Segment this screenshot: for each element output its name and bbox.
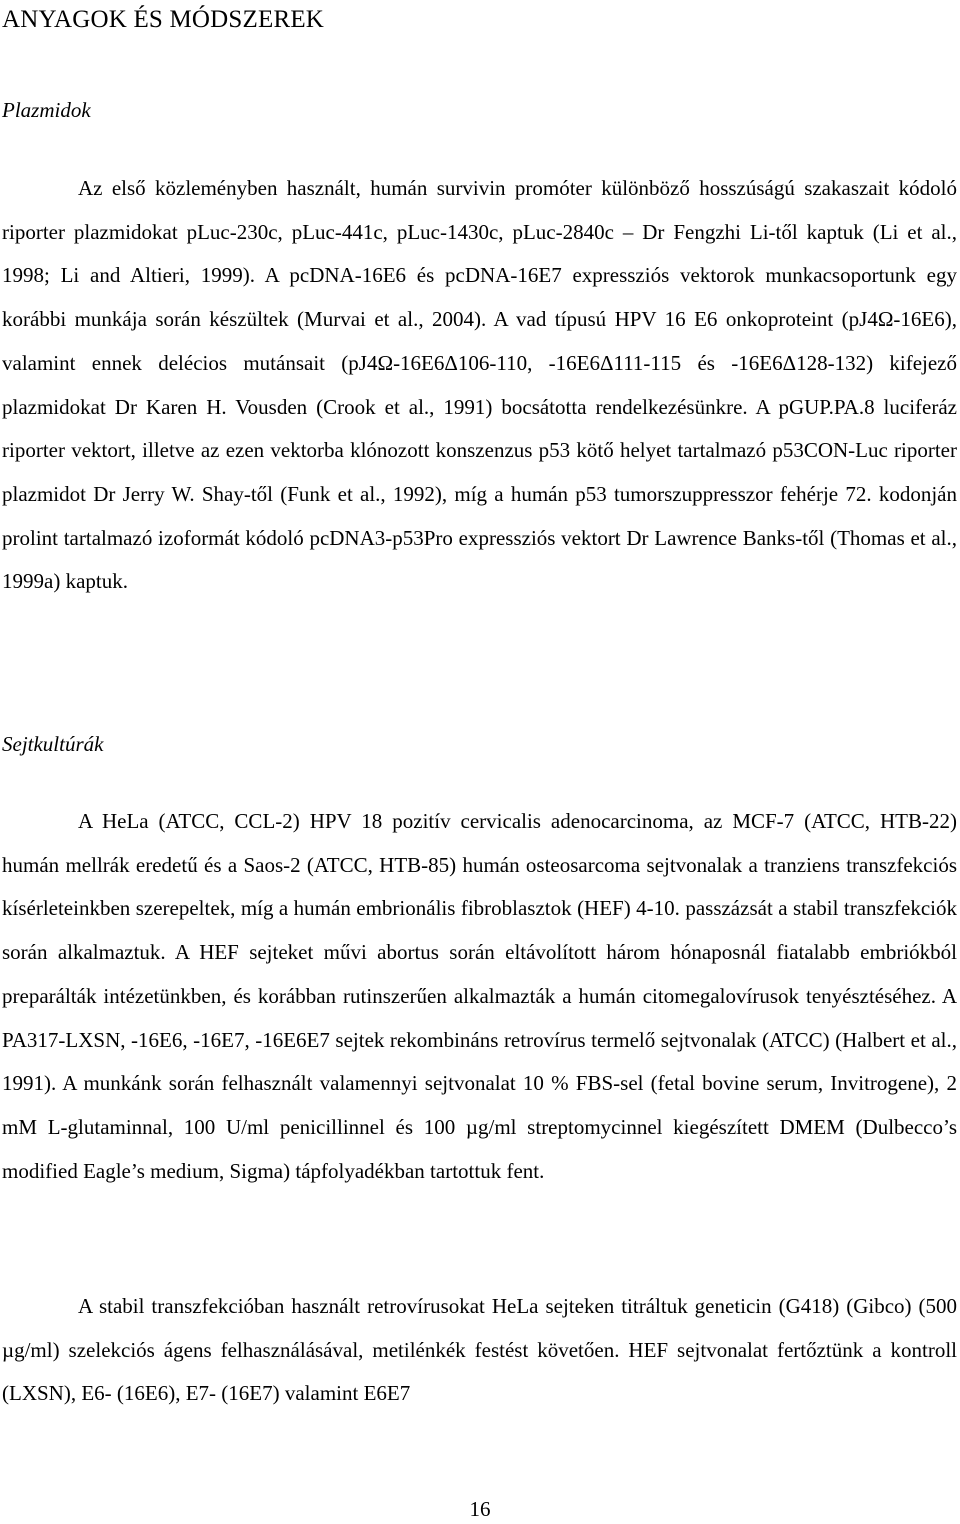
paragraph-sejtkulturak-2: A stabil transzfekcióban használt retrovírusokat HeLa sejteken titráltuk geneticin (G418) (Gibco) (500 µg/ml) szelekciós ágens felhasználásával, metilénkék festést követően. HEF sejtvonalat fertőztünk a kontroll (LXSN), E6- (16E6), E7- (16E7) valamint E6E7 xyxy=(2,1294,957,1406)
paragraph-sejtkulturak-1: A HeLa (ATCC, CCL-2) HPV 18 pozitív cervicalis adenocarcinoma, az MCF-7 (ATCC, HTB-22) humán mellrák eredetű és a Saos-2 (ATCC, HTB-85) humán osteosarcoma sejtvonalak a tranziens transzfekciós kísérleteinkben szerepeltek, míg a humán embrionális fibroblasztok (HEF) 4-10. passzázsát a stabil transzfekciók során alkalmaztuk. A HEF sejteket művi abortus során eltávolított három hónaposnál fiatalabb embriókból preparálták intézetünkben, és korábban rutinszerűen alkalmazták a humán citomegalovírusok tenyésztéséhez. A PA317-LXSN, -16E6, -16E7, -16E6E7 sejtek rekombináns retrovírus termelő sejtvonalak (ATCC) (Halbert et al., 1991). A munkánk során felhasznált valamennyi sejtvonalat 10 % FBS-sel (fetal bovine serum, Invitrogene), 2 mM L-glutaminnal, 100 U/ml penicillinnel és 100 µg/ml streptomycinnel kiegészített DMEM (Dulbecco’s modified Eagle’s medium, Sigma) tápfolyadékban tartottuk fent. xyxy=(2,809,957,1183)
section-heading-plazmidok: Plazmidok xyxy=(2,98,91,122)
paragraph-plazmidok: Az első közleményben használt, humán survivin promóter különböző hosszúságú szakaszait kódoló riporter plazmidokat pLuc-230c, pLuc-441c, pLuc-1430c, pLuc-2840c – Dr Fengzhi Li-től kaptuk (Li et al., 1998; Li and Altieri, 1999). A pcDNA-16E6 és pcDNA-16E7 expressziós vektorok munkacsoportunk egy korábbi munkája során készültek (Murvai et al., 2004). A vad típusú HPV 16 E6 onkoproteint (pJ4Ω-16E6), valamint ennek delécios mutánsait (pJ4Ω-16E6Δ106-110, -16E6Δ111-115 és -16E6Δ128-132) kifejező plazmidokat Dr Karen H. Vousden (Crook et al., 1991) bocsátotta rendelkezésünkre. A pGUP.PA.8 luciferáz riporter vektort, illetve az ezen vektorba klónozott konszenzus p53 kötő helyet tartalmazó p53CON-Luc riporter plazmidot Dr Jerry W. Shay-től (Funk et al., 1992), míg a humán p53 tumorszuppresszor fehérje 72. kodonján prolint tartalmazó izoformát kódoló pcDNA3-p53Pro expressziós vektort Dr Lawrence Banks-től (Thomas et al., 1999a) kaptuk. xyxy=(2,176,957,594)
document-title: ANYAGOK ÉS MÓDSZEREK xyxy=(2,6,325,33)
section-heading-sejtkulturak: Sejtkultúrák xyxy=(2,732,104,756)
page-number: 16 xyxy=(469,1497,491,1521)
